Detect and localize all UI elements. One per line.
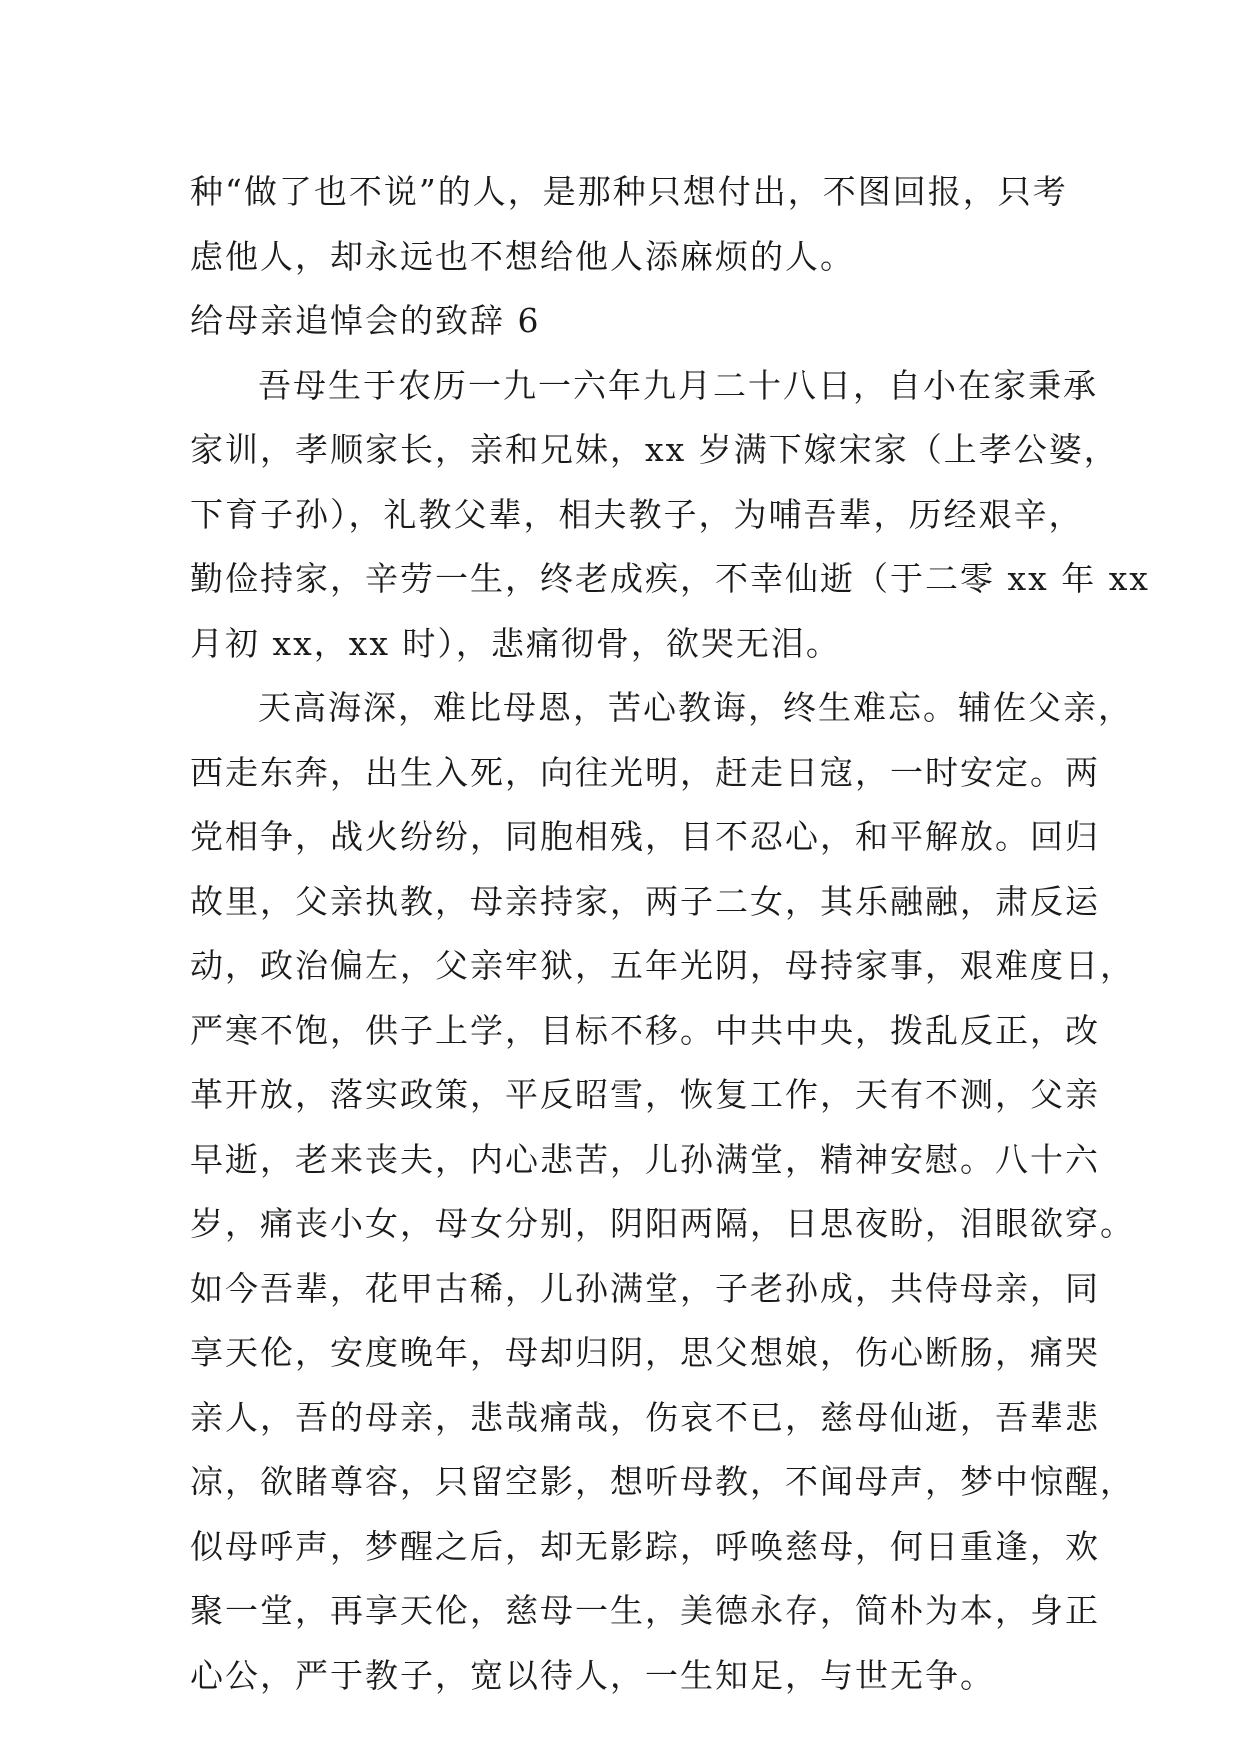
text-line: 早逝，老来丧夫，内心悲苦，儿孙满堂，精神安慰。八十六 [190,1139,1100,1179]
text-line: 故里，父亲执教，母亲持家，两子二女，其乐融融，肃反运 [190,881,1100,921]
text-line: 勤俭持家，辛劳一生，终老成疾，不幸仙逝（于二零 xx 年 xx [190,559,1150,598]
text-line: 吾母生于农历一九一六年九月二十八日，自小在家秉承 [258,365,1098,405]
text-line: 似母呼声，梦醒之后，却无影踪，呼唤慈母，何日重逢，欢 [190,1526,1100,1566]
text-line: 享天伦，安度晚年，母却归阴，思父想娘，伤心断肠，痛哭 [190,1333,1100,1372]
text-line: 西走东奔，出生入死，向往光明，赶走日寇，一时安定。两 [190,752,1100,792]
paragraph-2 [190,676,1135,1708]
text-line: 亲人，吾的母亲，悲哉痛哉，伤哀不已，慈母仙逝，吾辈悲 [190,1397,1100,1437]
document-body [190,160,1150,1708]
paragraph-1 [190,354,1150,677]
section-heading: 给母亲追悼会的致辞 6 [190,301,541,340]
text-line: 家训，孝顺家长，亲和兄妹，xx 岁满下嫁宋家（上孝公婆， [190,430,1119,469]
text-line: 聚一堂，再享天伦，慈母一生，美德永存，简朴为本，身正 [190,1591,1100,1630]
text-line: 下育子孙），礼教父辈，相夫教子，为哺吾辈，历经艰辛， [190,494,1084,534]
carryover-paragraph [190,160,1068,289]
text-line: 动，政治偏左，父亲牢狱，五年光阴，母持家事，艰难度日， [190,946,1135,985]
text-line: 天高海深，难比母恩，苦心教诲，终生难忘。辅佐父亲， [258,688,1133,727]
text-line: 如今吾辈，花甲古稀，儿孙满堂，子老孙成，共侍母亲，同 [190,1268,1100,1308]
text-line: 心公，严于教子，宽以待人，一生知足，与世无争。 [190,1655,995,1695]
text-line: 党相争，战火纷纷，同胞相残，目不忍心，和平解放。回归 [190,817,1100,856]
text-line: 岁，痛丧小女，母女分别，阴阳两隔，日思夜盼，泪眼欲穿。 [190,1204,1135,1243]
text-line: 革开放，落实政策，平反昭雪，恢复工作，天有不测，父亲 [190,1075,1100,1114]
text-line: 月初 xx，xx 时），悲痛彻骨，欲哭无泪。 [190,623,841,663]
text-line: 虑他人，却永远也不想给他人添麻烦的人。 [190,236,855,276]
text-line: 凉，欲睹尊容，只留空影，想听母教，不闻母声，梦中惊醒， [190,1462,1135,1501]
text-line: 严寒不饱，供子上学，目标不移。中共中央，拨乱反正，改 [190,1010,1100,1050]
text-line: 种“做了也不说”的人，是那种只想付出，不图回报，只考 [190,172,1068,211]
